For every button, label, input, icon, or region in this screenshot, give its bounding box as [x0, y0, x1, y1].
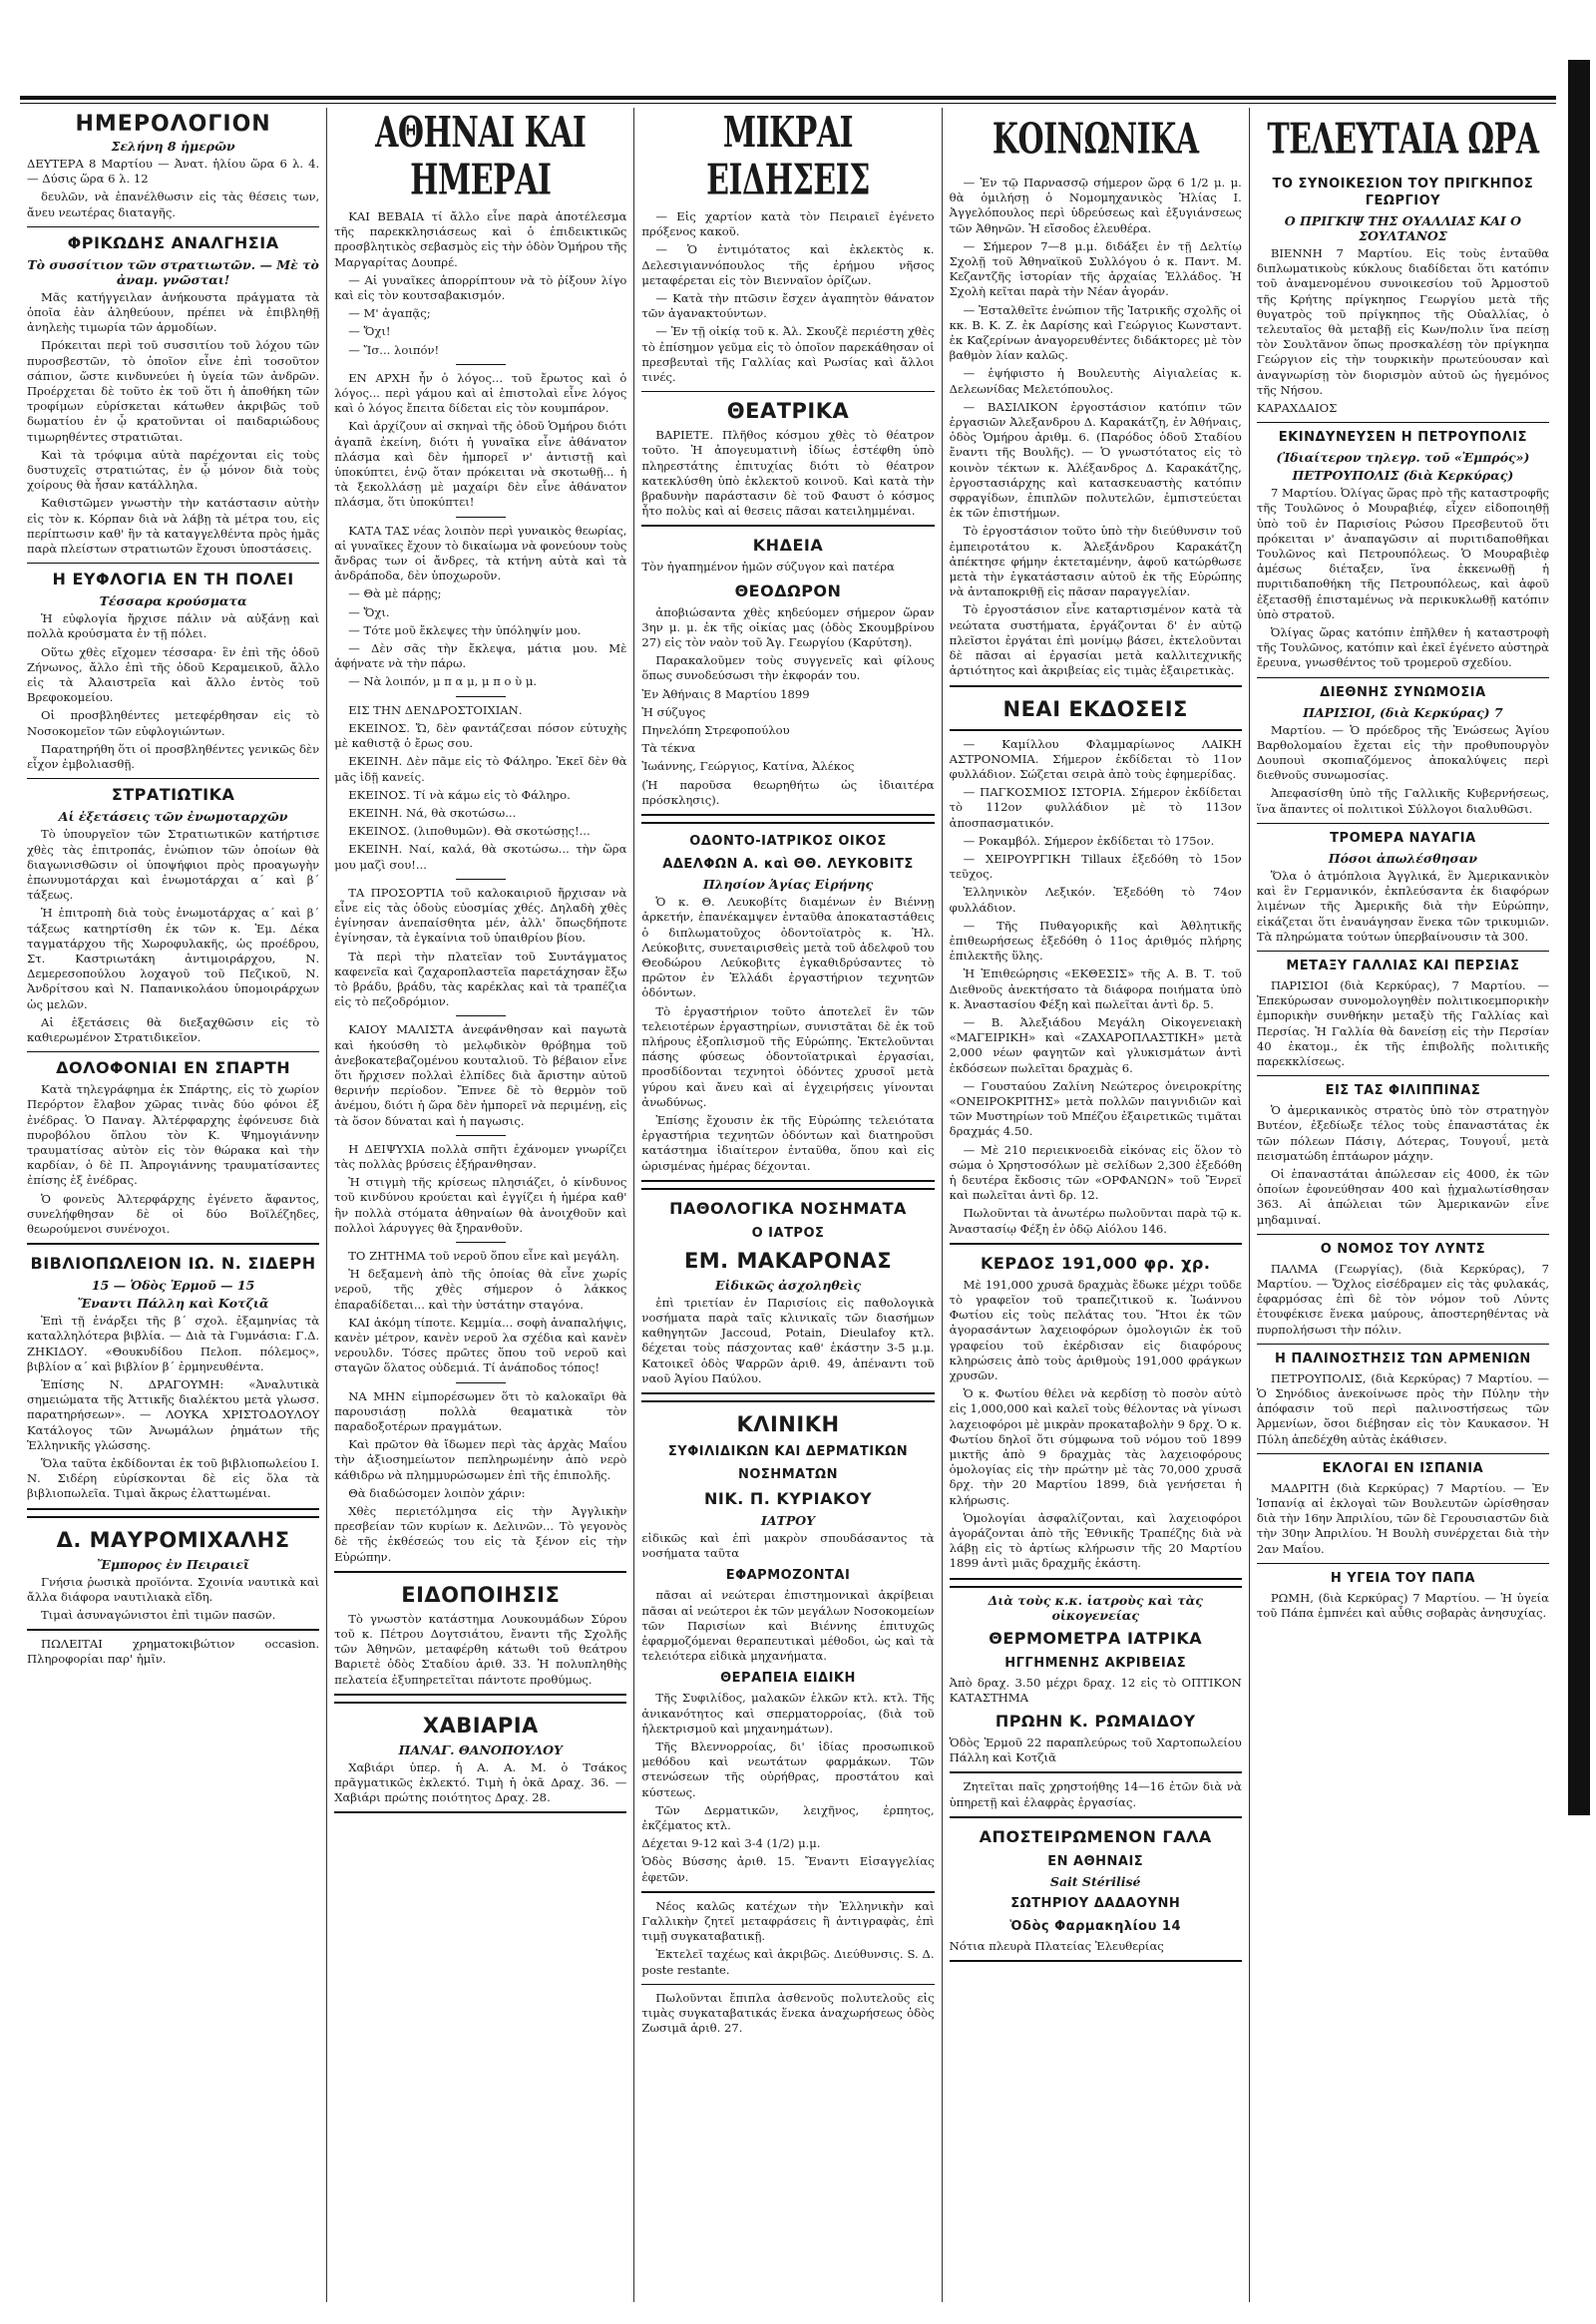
divider [1257, 1563, 1549, 1564]
ad-subheading: ΗΓΓΗΜΕΝΗΣ ΑΚΡΙΒΕΙΑΣ [1004, 1655, 1187, 1671]
paragraph: ΜΑΔΡΙΤΗ (διὰ Κερκύρας) 7 Μαρτίου. — Ἐν Ἱσπανίᾳ αἱ ἐκλογαὶ τῶν Βουλευτῶν ὡρίσθησαν διὰ τὴν 16ην Ἀπριλίου, τῶν δὲ Γερουσιαστῶν διὰ τὴν 30ην Ἀπριλίου. Ἡ Βουλὴ συνέρχεται διὰ τὴν 2αν Μαΐου. [1256, 1480, 1550, 1556]
paragraph: Ἐπίσης ἔχουσιν ἐκ τῆς Εὐρώπης τελειότατα ἐργαστήρια τεχνητῶν ὀδόντων καὶ διατηροῦσι κατάστημα ἰδιαίτερον ἐνταῦθα, ὅπου καὶ εἰς ὡρισμένας ἡμέρας δέχονται. [641, 1112, 935, 1173]
divider [456, 517, 506, 518]
paragraph: ΠΑΡΙΣΙΟΙ (διὰ Κερκύρας), 7 Μαρτίου. — Ἐπεκύρωσαν συνομολογηθὲν πολιτικοεμπορικὴν ἐμπορικὴν συνθήκην μεταξὺ τῆς Γαλλίας καὶ Περσίας. Ἡ Γαλλία θὰ δανείσῃ εἰς τὴν Περσίαν 40 ἑκατομ., ἐκ τῆς ἐπιβολῆς πολιτικῆς παρεκκλίσεως. [1256, 977, 1550, 1068]
article-subheading: Τέσσαρα κρούσματα [99, 593, 247, 609]
paragraph: Θὰ διαδώσομεν λοιπὸν χάριν: [348, 1485, 526, 1500]
paragraph: Οἱ προσβληθέντες μετεφέρθησαν εἰς τὸ Νοσοκομεῖον τῶν εὐφλογιώντων. [27, 708, 320, 738]
news-item: — ἐψήφιστο ἡ Βουλευτὴς Αἰγιαλείας κ. Δελεωνίδας Μελετόπουλος. [949, 366, 1242, 396]
divider [456, 364, 506, 365]
divider [456, 1135, 506, 1136]
paragraph: Καὶ τὰ τρόφιμα αὐτὰ παρέχονται εἰς τοὺς δυστυχεῖς στρατιώτας, ἐν ᾧ μόνον διὰ τοὺς χοίρους θὰ ἦσαν κατάλληλα. [27, 447, 320, 493]
article-subheading: ΠΕΤΡΟΥΠΟΛΙΣ (διὰ Κερκύρας) [1292, 468, 1514, 484]
paragraph: Ὁδὸς Βύσσης ἀριθ. 15. Ἔναντι Εἰσαγγελίας ἐφετῶν. [641, 1854, 935, 1884]
ad-name: ΣΩΤΗΡΙΟΥ ΔΑΔΑΟΥΝΗ [1010, 1895, 1181, 1911]
paragraph: Τιμαὶ ἀσυναγώνιστοι ἐπὶ τιμῶν πασῶν. [41, 1608, 276, 1623]
paragraph: Ὁ φονεὺς Ἀλτερφάρχης ἐγένετο ἄφαντος, συνελήφθησαν δὲ οἱ δύο Βοϊλέζηδες, θεωρούμενοι συνένοχοι. [27, 1191, 320, 1236]
paragraph: Ὅλα ὁ ἀτμόπλοια Ἀγγλικά, ἓν Ἀμερικανικὸν καὶ ἓν Γερμανικόν, ἐκπλεύσαντα ἐκ διαφόρων λιμένων τῆς Ἀμερικῆς διὰ τὴν Εὐρώπην, εἰκάζεται ὅτι ἐναυάγησαν ἕνεκα τῶν τρικυμιῶν. Τὰ πληρώματα τούτων ὑπερβαίνουσιν τὰ 300. [1256, 868, 1550, 944]
paragraph: Ὀλίγας ὥρας κατόπιν ἐπῆλθεν ἡ καταστροφὴ τῆς Τουλῶνος, κατόπιν καὶ ἐκεῖ ἐγένετο αὐστηρὰ ἔρευνα, γνωσθέντος τοῦ τρομεροῦ σχεδίου. [1256, 625, 1550, 670]
notice-line: Ἰωάννης, Γεώργιος, Κατίνα, Ἀλέκος [641, 759, 855, 774]
news-item: Ἑλληνικὸν Λεξικόν. Ἐξεδόθη τὸ 74ον φυλλάδιον. [949, 885, 1242, 915]
column-5 [1250, 108, 1556, 2302]
dialogue-line: — Δὲν σᾶς τὴν ἔκλεψα, μάτια μου. Μὲ ἀφήνατε νὰ τὴν πάρω. [334, 641, 627, 671]
paragraph: Κατὰ τηλεγράφημα ἐκ Σπάρτης, εἰς τὸ χωρίον Περόρτον ἔλαβον χῶρας τινὰς δύο φόνοι ἐξ ἐνέδρας. Ὁ Παναγ. Ἀλτέρφαρχης ἐφόνευσε διὰ πυροβόλου ὅπλου τὸν Κ. Ψημογιάννην τραυματίσας αὐτὸν εἰς τὸν θώρακα καὶ τὴν καρδίαν, ὁ δὲ Π. Ἀπρογιάννης τραυματίσαντες ἐπίσης ἐξ ἐνέδρας. [27, 1082, 320, 1188]
article-heading: ΤΡΟΜΕΡΑ ΝΑΥΑΓΙΑ [1330, 830, 1476, 846]
divider [456, 879, 506, 880]
article-subheading: Ο ΠΡΙΓΚΙΨ ΤΗΣ ΟΥΑΛΛΙΑΣ ΚΑΙ Ο ΣΟΥΛΤΑΝΟΣ [1284, 213, 1522, 243]
ad-subheading: ΘΕΡΑΠΕΙΑ ΕΙΔΙΚΗ [720, 1671, 856, 1687]
funeral-notice [641, 525, 934, 816]
paragraph: δευλῶν, νὰ ἐπανέλθωσιν εἰς τὰς θέσεις των, ἄνευ νεωτέρας διαταγῆς. [27, 190, 320, 219]
column-1 [20, 108, 327, 2302]
paragraph: Τῆς Συφιλίδος, μαλακῶν ἑλκῶν κτλ. κτλ. Τῆς ἀνικανότητος καὶ σπερματορροίας, (διὰ τοῦ ἠλεκτρισμοῦ καὶ μηχανημάτων). [641, 1691, 935, 1736]
ad-subheading: ΠΑΝΑΓ. ΘΑΝΟΠΟΥΛΟΥ [398, 1742, 563, 1757]
classified-ad: ΠΩΛΕΙΤΑΙ χρηματοκιβώτιον occasion. Πληροφορίαι παρ' ἡμῖν. [27, 1637, 320, 1667]
news-item: — Ὁ ἐντιμότατος καὶ ἐκλεκτὸς κ. Δελεσιγιαννόπουλος τῆς ἐρήμου νῆσος μεταφέρεται εἰς τὸν Βιενναῖον ὁρίζων. [641, 242, 935, 287]
paragraph: ΤΑ ΠΡΟΣΟΡΤΙΑ τοῦ καλοκαιριοῦ ἤρχισαν νὰ εἶνε εἰς τὰς ὁδοὺς εὐοσμίας χθές. Δηλαδὴ χθὲς ἐγίνησαν ἀνεπαίσθητα μέν, ἀλλ' ὅπωςδήποτε ἐγίνησαν, τὰ ἐγκαίνια τοῦ ὑπαιθρίου βίου. [334, 885, 627, 946]
article-heading: ΕΚΙΝΔΥΝΕΥΣΕΝ Η ΠΕΤΡΟΥΠΟΛΙΣ [1278, 430, 1528, 446]
ad-heading: ΠΡΩΗΝ Κ. ΡΩΜΑΙΔΟΥ [995, 1712, 1196, 1732]
paragraph: ΚΑΙ ΒΕΒΑΙΑ τί ἄλλο εἶνε παρὰ ἀποτέλεσμα τῆς παρεκκλησιάσεως καὶ ὁ ἐπιδεικτικῶς προσβλητικὸς σεβασμὸς εἰς τὴν ὁδὸν Ὁμήρου τῆς Μαργαρίτας Δουπρέ. [334, 209, 627, 269]
divider [1257, 1344, 1549, 1345]
paragraph: Ὁ ἀμερικανικὸς στρατὸς ὑπὸ τὸν στρατηγὸν Βυτέον, ἐξεδίωξε τέλος τοὺς ἐπαναστάτας ἐκ τῶν πόλεων Πάσιγ, Δότερας, Τουγουΐ, μετὰ πεισματώδη ἐπτάωρον μάχην. [1256, 1103, 1550, 1163]
almanac-title: ΗΜΕΡΟΛΟΓΙΟΝ [75, 112, 271, 137]
ad-subheading: ΑΔΕΛΦΩΝ Α. καὶ ΘΘ. ΛΕΥΚΟΒΙΤΣ [662, 857, 914, 873]
news-item: — Καμίλλου Φλαμμαρίωνος ΛΑΙΚΗ ΑΣΤΡΟΝΟΜΙΑ. Σήμερον ἐκδίδεται τὸ 11ον φυλλάδιον. Σώζεται σειρὰ ἀπὸ τοὺς ἐφημερίδας. [949, 736, 1242, 781]
ad-bookstore [27, 1243, 319, 1509]
article-heading: ΔΙΕΘΝΗΣ ΣΥΝΩΜΟΣΙΑ [1320, 684, 1486, 700]
almanac-subtitle: Σελήνη 8 ἡμερῶν [111, 139, 235, 154]
divider [27, 226, 319, 227]
paragraph: Καὶ πρῶτον θὰ ἴδωμεν περὶ τὰς ἀρχὰς Μαΐου τὴν ἀξιοσημείωτον πεπληρωμένην ἀπὸ νερὸ κάθιδρω νὰ πλημμυρώσωμεν ἐπὶ τῆς ἐπιπολῆς. [334, 1437, 627, 1482]
news-item: — Εἰς χαρτίον κατὰ τὸν Πειραιεῖ ἐγένετο πρόξενος κακοῦ. [641, 209, 935, 239]
paragraph: Ἡ ἐπιτροπὴ διὰ τοὺς ἐνωμοτάρχας α΄ καὶ β΄ τάξεως κατηρτίσθη ἐκ τῶν κ. Ἐμ. Δέκα ταγματάρχου τῆς Χωροφυλακῆς, ὡς προέδρου, Στ. Καστριωτάκη ἀντιμοιράρχου, Ν. Δεμερεσοπούλου λοχαγοῦ τοῦ Πεζικοῦ, Ν. Ἀνδρίτσου καὶ Ν. Παπανικολάου ὑπομοιράρχων ὡς μελῶν. [27, 906, 320, 1011]
section-title: ΜΙΚΡΑΙ ΕΙΔΗΣΕΙΣ [706, 109, 870, 205]
news-item: — Σήμερον 7—8 μ.μ. διδάξει ἐν τῇ Δελτίῳ Σχολῇ τοῦ Ἀθηναϊκοῦ Συλλόγου ὁ κ. Παντ. Μ. Κεζαντζῆς ἱστορίαν τῆς ἀρχαίας Ἑλλάδος. Ἡ Σχολὴ κεῖται παρὰ τὴν Νέαν ἀγοράν. [949, 238, 1242, 299]
paragraph: ἀποβιώσαντα χθὲς κηδεύομεν σήμερον ὥραν 3ην μ. μ. ἐκ τῆς οἰκίας μας (ὁδὸς Σκουμβρίνου 27) εἰς τὸν ναὸν τοῦ Ἁγ. Γεωργίου (Καρύτση). [641, 604, 935, 650]
ad-heading: ΧΑΒΙΑΡΙΑ [422, 1713, 539, 1738]
divider [1257, 422, 1549, 423]
paragraph: Τὸ ὑπουργεῖον τῶν Στρατιωτικῶν κατήρτισε χθὲς τὰς ἐπιτροπάς, ἐνώπιον τῶν ὁποίων θὰ διαγωνισθῶσιν οἱ ὑποψήφιοι πρὸς προαγωγὴν ἐπωνυμοτάρχαι καὶ ἐνωμοτάρχαι α΄ καὶ β΄ τάξεως. [27, 827, 320, 903]
paragraph: Ἐπίσης Ν. ΔΡΑΓΟΥΜΗ: «Ἀναλυτικὰ σημειώματα τῆς Ἀττικῆς διαλέκτου μετὰ γλωσσ. παρατηρήσεων». — ΛΟΥΚΑ ΧΡΙΣΤΟΔΟΥΛΟΥ Κατάλογος τῶν Ἀνωμάλων ῥημάτων τῆς Ἑλληνικῆς γλώσσης. [27, 1376, 320, 1452]
classified-ad: Πωλοῦνται ἔπιπλα ἀσθενοῦς πολυτελοῦς εἰς τιμὰς συγκαταβατικάς ἕνεκα ἀναχωρήσεως ὁδὸς Ζωσιμᾶ ἀριθ. 27. [641, 1990, 935, 2036]
paragraph: Παρακαλοῦμεν τοὺς συγγενεῖς καὶ φίλους ὅπως συνοδεύσωσι τὴν ἐκφοράν του. [641, 653, 935, 683]
article-heading: Η ΕΥΦΛΟΓΙΑ ΕΝ ΤΗ ΠΟΛΕΙ [52, 570, 294, 589]
paragraph: ΚΑΙΟΥ ΜΑΛΙΣΤΑ ἀνεφάνθησαν καὶ παγωτὰ καὶ ἠκούσθη τὸ μελῳδικὸν θρόβημα τοῦ ἀνεβοκατεβαζομένου κουταλιοῦ. Τὸ βέβαιον εἶνε ὅτι ἤρχισεν πολλαὶ ἐλπίδες διὰ ἄριστην αὐτοῦ θερινήν περίοδον. Ἔπνεε δὲ τὸ θερμὸν τοῦ ἀνέμου, διότι ἡ ὥρα δὲν ἠμπορεῖ νὰ περιμένῃ, εἰς τὰ ὅσον δύναται καὶ ἡ παγωσις. [334, 1022, 627, 1128]
ad-profit [950, 1243, 1242, 1580]
paragraph: 7 Μαρτίου. Ὀλίγας ὥρας πρὸ τῆς καταστροφῆς τῆς Τουλῶνος ὁ Μουραβιέφ, εἶχεν εἰδοποιηθῇ ὑπὸ τοῦ ἐν Παρισίοις Ρώσου Πρεσβευτοῦ ὅτι πρόκειται ν' ἀναπαγῶσιν αἱ πυριτιδαποθῆκαι Τουλῶνος καὶ Πετρουπόλεως. Ὁ Μουραβιὲφ ἀμέσως διέταξεν, ἵνα ἐκκενωθῇ ἡ πυριτιδαποθήκη τῆς Πετρουπόλεως, καὶ ἀφοῦ ἐξετασθῇ ἐπισταμένως νὰ περικυκλωθῇ κατόπιν ὑπὸ στρατοῦ. [1256, 486, 1550, 621]
paragraph: Τῆς Βλεννορροίας, δι' ἰδίας προσωπικοῦ μεθόδου καὶ νεωτάτων φαρμάκων. Τῶν στενώσεων τῆς οὐρήθρας, προστάτου καὶ κύστεως. [641, 1740, 935, 1799]
article-heading: ΣΤΡΑΤΙΩΤΙΚΑ [111, 785, 235, 805]
paragraph: Μαρτίου. — Ὁ πρόεδρος τῆς Ἑνώσεως Ἁγίου Βαρθολομαίου ἔχεται εἰς τὴν προθυπουργὸν Δουπουὶ σκοπιαζόμενος ἀποκαλύψεις περὶ διεθνοῦς συνωμοσίας. [1256, 722, 1550, 783]
paragraph: Οἱ ἐπαναστάται ἀπώλεσαν εἰς 4000, ἐκ τῶν ὁποίων ἐφονεύθησαν 400 καὶ ᾐχμαλωτίσθησαν 363. Αἱ ἀπώλειαι τῶν Ἀμερικανῶν εἶνε μηδαμιναί. [1256, 1166, 1550, 1227]
dialogue-line: — Αἱ γυναῖκες ἀπορρίπτουν νὰ τὸ ῥίξουν λίγο καὶ εἰς τὸν κουτσαβακισμόν. [334, 272, 627, 303]
divider [27, 563, 319, 564]
news-item: — Κατὰ τὴν πτῶσιν ἔσχεν ἀγαπητὸν θάνατον τῶν ἀγανακτούντων. [641, 291, 935, 321]
ad-subheading: Ἔμπορος ἐν Πειραιεῖ [97, 1556, 249, 1572]
new-publications [950, 685, 1242, 731]
paragraph: Ἀπεφασίσθη ὑπὸ τῆς Γαλλικῆς Κυβερνήσεως, ἵνα ἅπαντες οἱ πολιτικοὶ Σύλλογοι διαλυθῶσι. [1256, 786, 1550, 816]
paragraph: Οὕτω χθὲς εἴχομεν τέσσαρα· ἓν ἐπὶ τῆς ὁδοῦ Ζήνωνος, ἄλλο ἐπὶ τῆς ὁδοῦ Κεραμεικοῦ, ἄλλο εἰς τὰ Ἀλαιστρεῖα καὶ ἄλλο ἐντὸς τοῦ Βρεφοκομείου. [27, 644, 320, 705]
dialogue-line: ΕΚΕΙΝΗ. Ναί, καλά, θὰ σκοτώσω... τὴν ὥρα μου μαζὶ σου!... [334, 842, 627, 872]
newspaper-page [20, 108, 1556, 2302]
news-item: — Β. Ἀλεξιάδου Μεγάλη Οἰκογενειακὴ «ΜΑΓΕΙΡΙΚΗ» καὶ «ΖΑΧΑΡΟΠΛΑΣΤΙΚΗ» μετὰ 2,000 νέων φαγητῶν καὶ γλυκισμάτων ἀντὶ ἐκδόσεων πωλεῖται δραχμὰς 6. [949, 1014, 1242, 1075]
paragraph: Ὅλα ταῦτα ἐκδίδονται ἐκ τοῦ βιβλιοπωλείου Ι. Ν. Σιδέρη εὑρίσκονται δὲ εἰς ὅλα τὰ βιβλιοπωλεῖα. Τιμαὶ ἄκρως ἐλαττωμέναι. [27, 1456, 320, 1501]
article-heading: ΘΕΑΤΡΙΚΑ [726, 399, 850, 424]
paragraph: ΒΙΕΝΝΗ 7 Μαρτίου. Εἰς τοὺς ἐνταῦθα διπλωματικοὺς κύκλους διαδίδεται ὅτι κατόπιν τοῦ ἀναμενομένου συνοικεσίου τοῦ Ἁρμοστοῦ τῆς Κρήτης πρίγκηπος Γεωργίου μετὰ τῆς θυγατρὸς τοῦ πρίγκηπος τῆς Οὐαλλίας, ὁ τελευταῖος θὰ μεταβῇ εἰς Κων/πολιν ἵνα πείσῃ τὸν Σουλτᾶνον ὅπως προσκαλέσῃ τὸν πρίγκηπα Γεώργιον εἰς τὴν τουρκικὴν πρωτεύουσαν καὶ ἀναγνωρίσῃ τὸν διορισμὸν αὐτοῦ ὡς ἡγεμόνος τῆς Νήσου. [1256, 246, 1550, 397]
divider [1257, 1453, 1549, 1454]
ad-subheading: ΝΟΣΗΜΑΤΩΝ [738, 1466, 838, 1482]
classified-ad: Ζητεῖται παῖς χρηστοήθης 14—16 ἐτῶν διὰ νὰ ὑπηρετῇ καὶ ἐλαφρὰς ἐργασίας. [949, 1779, 1242, 1809]
news-item: — Ἐν τῷ Παρνασσῷ σήμερον ὥρᾳ 6 1/2 μ. μ. θὰ ὁμιλήσῃ ὁ Νομομηχανικὸς Ἠλίας Ι. Ἀγγελόπουλος περὶ ὑδρεύσεως καὶ ἐξυγιάνσεως τῶν Ἀθηνῶν. Ἡ εἴσοδος ἐλευθέρα. [949, 176, 1242, 235]
header-rule-thin [20, 103, 1556, 104]
ad-address: Ὁδὸς Φαρμακηλίου 14 [1009, 1918, 1182, 1934]
news-item: Ἡ Ἐπιθεώρησις «ΕΚΘΕΣΙΣ» τῆς Α. Β. Τ. τοῦ Διεθνοῦς ἀνεκτήσατο τὰ διάφορα ποιήματα ὑπὸ κ. Ἀναστασίου Φέξη καὶ πωλεῖται ἀντὶ δρ. 5. [949, 967, 1242, 1011]
paragraph: Καθιστῶμεν γνωστὴν τὴν κατάστασιν αὐτὴν εἰς τὸν κ. Κόρπαν διὰ νὰ λάβῃ τὰ μέτρα του, εἰς περίπτωσιν καθ' ἣν τὰ καταγγελθέντα πρὸς ἡμᾶς παρὰ πλείστων στρατιωτῶν ἔχουσι ὑποστάσεις. [27, 496, 320, 557]
notice-line: Τὰ τέκνα [641, 741, 696, 756]
divider [456, 1015, 506, 1016]
paragraph: Ὁ κ. Θ. Λευκοβίτς διαμένων ἐν Βιέννῃ ἀρκετήν, ἐπανέκαμψεν ἐνταῦθα ἀποκαταστάθεις ὁ διπλωματοῦχος ὀδοντοϊατρὸς κ. Ἠλ. Λεύκοβιτς, συνεταιρισθεὶς μετὰ τοῦ ἀδελφοῦ του Θεοδώρου Λεύκοβιτς ἐγκαθιδρύσαντες τὸ πρῶτον ἐν Ἑλλάδι ἐργαστήριον τεχνητῶν ὀδόντων. [641, 895, 935, 1000]
paragraph: ΠΑΛΜΑ (Γεωργίας), (διὰ Κερκύρας), 7 Μαρτίου. — Ὄχλος εἰσέδραμεν εἰς τὰς φυλακάς, ἐφαρμόσας ἐπὶ δὲ τὸν νόμον τοῦ Λύντς ἐτουφέκισε ἕνεκα μαύρους, ἀποστερηθέντας νὰ πυρπολήσωσι τὴν πόλιν. [1256, 1261, 1550, 1337]
paragraph: πᾶσαι αἱ νεώτεραι ἐπιστημονικαὶ ἀκρίβειαι πᾶσαι αἱ νεώτεροι ἐκ τῶν μεγάλων Νοσοκομείων τῶν Παρισίων καὶ Βιέννης ἐπιτυχῶς ἐφαρμοζόμεναι θεραπευτικαὶ μέθοδοι, ὡς καὶ τὰ τελειότερα εἰδικὰ μηχανήματα. [641, 1588, 935, 1664]
ad-pathology [641, 1188, 934, 1394]
paragraph: Ἡ στιγμὴ τῆς κρίσεως πλησιάζει, ὁ κίνδυνος τοῦ κινδύνου κρούεται καὶ ἐγγίζει ἡ ἡμέρα καθ' ἣν πολλὰ στόματα ἀθηναίων θὰ ἀνοιχθοῦν καὶ πολλοὶ λάρυγγες θὰ ξηρανθοῦν. [334, 1175, 627, 1235]
paragraph: Πρόκειται περὶ τοῦ συσσιτίου τοῦ λόχου τῶν πυροσβεστῶν, τὸ ὁποῖον εἶνε ἐπὶ τοσοῦτον σάπιον, ὥστε κινδυνεύει ἡ ὑγεία τῶν ἀνδρῶν. Προέρχεται δὲ τοῦτο ἐκ τοῦ ὅτι ἡ ἀποθήκη τῶν τροφίμων εὑρίσκεται κάτωθεν ἀκριβῶς τοῦ δωματίου ἐν ᾧ κρατοῦνται οἱ παιδαριώδους τιμωρηθέντες στρατιῶται. [27, 338, 320, 444]
paragraph: Μᾶς κατήγγειλαν ἀνήκουστα πράγματα τὰ ὁποῖα ἐὰν ἀληθεύουν, πρέπει νὰ ἐπιβληθῇ ἀνηλεὴς τιμωρία τῶν ἁρμοδίων. [27, 289, 320, 335]
notice-line: Ἐν Ἀθήναις 8 Μαρτίου 1899 [641, 686, 810, 701]
news-item: — Ἐν τῇ οἰκίᾳ τοῦ κ. Ἀλ. Σκουζὲ περιέστη χθὲς τὸ ἐπίσημον γεῦμα εἰς τὸ ὁποῖον παρεκάθησαν οἱ πρεσβευταὶ τῆς Γαλλίας καὶ Ρωσίας καὶ ἄλλοι τινές. [641, 324, 935, 385]
article-heading: ΕΚΛΟΓΑΙ ΕΝ ΙΣΠΑΝΙΑ [1322, 1460, 1484, 1476]
dialogue-line: — Τότε μοῦ ἔκλεψες τὴν ὑπόληψίν μου. [348, 622, 582, 637]
paragraph: Τὰ περὶ τὴν πλατεῖαν τοῦ Συντάγματος καφενεῖα καὶ ζαχαροπλαστεῖα παρετάχησαν ἔξω τὸ βράδυ, βράδυ, τὰς καρέκλας καὶ τὰ τραπέζια εἰς τὸ πεζοδρόμιον. [334, 949, 627, 1009]
news-item: — Γουσταύου Ζαλίνη Νεώτερος ὀνειροκρίτης «ΟΝΕΙΡΟΚΡΙΤΗΣ» μετὰ πολλῶν παιγνιδιῶν καὶ τῶν Μυστηρίων τοῦ Μπέζου ἐξαιρετικῶς τιμᾶται δραχμάς 4.50. [949, 1078, 1242, 1139]
dialogue-line: — Νὰ λοιπόν, μ π α μ, μ π ο ὺ μ. [348, 674, 538, 689]
ad-subheading: Sait Stérilisé [1049, 1873, 1141, 1889]
news-item: — Ἐσταλθεῖτε ἐνώπιον τῆς Ἰατρικῆς σχολῆς οἱ κκ. Β. Κ. Ζ. ἐκ Δαρίσης καὶ Γεώργιος Κωνσταντ. ἐκ Καζερίνων ἀναγορευθέντες διδάκτορες μὲ τὸν βαθμὸν λίαν καλῶς. [949, 302, 1242, 363]
ad-heading: ΚΛΙΝΙΚΗ [736, 1411, 840, 1436]
news-item: Πωλοῦνται τὰ ἀνωτέρω πωλοῦνται παρὰ τῷ κ. Ἀναστασίῳ Φέξη ἐν ὁδῷ Αἰόλου 146. [949, 1206, 1242, 1236]
ad-subheading: ΣΥΦΙΛΙΔΙΚΩΝ ΚΑΙ ΔΕΡΜΑΤΙΚΩΝ [667, 1443, 909, 1459]
paragraph: Ὁμολογίαι ἀσφαλίζονται, καὶ λαχειοφόροι ἀγοράζονται ἀπὸ τῆς Ἐθνικῆς Τραπέζης διὰ νὰ λάβῃ εἰς τὸ ἀρτίως κλήρωσιν τῆς 20 Μαρτίου 1899 ἀντὶ μιᾶς δραχμῆς ἑκάστη. [949, 1510, 1242, 1571]
ad-heading: Δ. ΜΑΥΡΟΜΙΧΑΛΗΣ [56, 1527, 290, 1552]
paragraph: Γνήσια ῥωσικὰ προϊόντα. Σχοινία ναυτικὰ καὶ ἄλλα διάφορα ναυτιλιακὰ εἴδη. [27, 1574, 320, 1604]
paragraph: Παρατηρήθη ὅτι οἱ προσβληθέντες γενικῶς δὲν εἶχον ἐμβολιασθῇ. [27, 741, 320, 772]
paragraph: Ὁδὸς Ἑρμοῦ 22 παραπλεύρως τοῦ Χαρτοπωλείου Πάλλη καὶ Κοτζιᾶ [949, 1736, 1242, 1765]
dialogue-line: ΕΚΕΙΝΟΣ. Ὤ, δὲν φαντάζεσαι πόσον εὐτυχὴς μὲ καθιστᾷ ὁ ἔρως σου. [334, 720, 627, 751]
paragraph: Ὁ κ. Φωτίου θέλει νὰ κερδίσῃ τὸ ποσὸν αὐτὸ εἰς 1,000,000 καὶ καλεῖ τοὺς θέλοντας νὰ γίνωσι λαχειοφόροι μὲ μικρὰν προκαταβολὴν 9 δρχ. Ὁ κ. Φωτίου δηλοῖ ὅτι σύμφωνα τοῦ νόμου τοῦ 1899 μικτῆς ἀπὸ 9 δραχμὰς τὰς λαχειοφόρους ὁμολογίας εἰς τὴν πρώτην μὲ τὰς 70,000 χρυσᾶ δρχ. τὴν 20 Μαρτίου 1899, διὰ γενήσεται ἡ κλήρωσις. [949, 1386, 1242, 1507]
notice-line: (Ἡ παροῦσα θεωρηθήτω ὡς ἰδιαιτέρα πρόσκλησις). [641, 777, 935, 807]
divider [1257, 951, 1549, 952]
divider [456, 1382, 506, 1383]
paragraph: Χαβιάρι ὑπερ. ἡ Α. Α. Μ. ὁ Τσάκος πρᾶγματικῶς ἐκλεκτό. Τιμὴ ἡ ὀκᾶ Δραχ. 36. — Χαβιάρι πρώτης ποιότητος Δραχ. 28. [334, 1759, 627, 1805]
article-heading: ΝΕΑΙ ΕΚΔΟΣΕΙΣ [1002, 696, 1188, 721]
article-heading: ΔΟΛΟΦΟΝΙΑΙ ΕΝ ΣΠΑΡΤΗ [56, 1058, 291, 1078]
column-3 [634, 108, 942, 2302]
divider [1257, 677, 1549, 678]
news-item: — ΠΑΓΚΟΣΜΙΟΣ ΙΣΤΟΡΙΑ. Σήμερον ἐκδίδεται τὸ 112ον φυλλάδιον μὲ τὸ 113ον ἀποσπασματικόν. [949, 785, 1242, 830]
doctor-name: ΝΙΚ. Π. ΚΥΡΙΑΚΟΥ [703, 1488, 873, 1508]
divider [641, 391, 934, 392]
divider [1257, 823, 1549, 824]
ad-dental [641, 822, 934, 1182]
dialogue-line: — Ὄχι! [348, 324, 391, 339]
ad-heading: ΒΙΒΛΙΟΠΩΛΕΙΟΝ ΙΩ. Ν. ΣΙΔΕΡΗ [30, 1254, 316, 1274]
ad-heading: ΕΙΔΟΠΟΙΗΣΙΣ [401, 1582, 561, 1607]
notice-line: Τὸν ἡγαπημένον ἡμῶν σύζυγον καὶ πατέρα [641, 560, 895, 575]
article-subheading: Πόσοι ἀπωλέσθησαν [1328, 850, 1478, 866]
classified-ad: Ἐκτελεῖ ταχέως καὶ ἀκριβῶς. Διεύθυνσις. S. Δ. poste restante. [641, 1947, 935, 1977]
ad-subheading: ΕΝ ΑΘΗΝΑΙΣ [1047, 1853, 1144, 1869]
section-title: ΚΟΙΝΩΝΙΚΑ [992, 115, 1199, 165]
notice-line: Ἡ σύζυγος [641, 704, 706, 719]
paragraph: Δέχεται 9-12 καὶ 3-4 (1/2) μ.μ. [641, 1836, 821, 1851]
ad-address: Ἔναντι Πάλλη καὶ Κοτζιᾶ [77, 1296, 269, 1312]
article-heading: ΤΟ ΣΥΝΟΙΚΕΣΙΟΝ ΤΟΥ ΠΡΙΓΚΗΠΟΣ ΓΕΩΡΓΙΟΥ [1272, 177, 1534, 208]
divider [456, 1242, 506, 1243]
paragraph: ἐπὶ τριετίαν ἐν Παρισίοις εἰς παθολογικὰ νοσήματα παρὰ ταῖς κλινικαῖς τῶν διασήμων καθηγητῶν Jaccoud, Potain, Dieulafoy κτλ. δέχεται τοὺς πάσχοντας καθ' ἑκάστην 3-5 μ.μ. Κατοικεῖ ὁδὸς Ψαρρῶν ἀριθ. 49, ἀπέναντι τοῦ ναοῦ Ἁγίου Παύλου. [641, 1295, 935, 1385]
news-item: — Μὲ 210 περιεικνοειδὰ εἰκόνας εἰς ὅλον τὸ σώμα ὁ Χρηστοσόλων μὲ σελίδων 2,300 ἐξεδόθη ἡ δευτέρα ἔκδοσις τῶν «ΟΡΦΑΝΩΝ» τοῦ Ἔνρεϊ καὶ πωλεῖται ἀντὶ δρ. 12. [949, 1142, 1242, 1203]
notice-line: Πηνελόπη Στρεφοπούλου [641, 723, 790, 738]
article-heading: Ο ΝΟΜΟΣ ΤΟΥ ΛΥΝΤΣ [1320, 1241, 1486, 1257]
paragraph: ΡΩΜΗ, (διὰ Κερκύρας) 7 Μαρτίου. — Ἡ ὑγεία τοῦ Πάπα ἐμπνέει καὶ αὖθις σοβαρὰς ἀνησυχίας. [1256, 1590, 1550, 1620]
paragraph: ΤΟ ΖΗΤΗΜΑ τοῦ νεροῦ ὅπου εἶνε καὶ μεγάλη. [348, 1248, 619, 1263]
paragraph: Καὶ ἀρχίζουν αἱ σκηναὶ τῆς ὁδοῦ Ὁμήρου διότι ἀγαπᾶ ἐκείνη, διότι ἡ γυναῖκα εἶνε ἀθάνατον πλάσμα καὶ δὲν ἠμπορεῖ ν' ἀντιστῇ καὶ ὑποκύπτει, ἐνῷ ὅταν πρόκειται νὰ σκοτωθῇ... ἡ τὰ ξεκολλάσῃ μὲ μαχαίρι δὲν εἶνε ἀθάνατον πλάσμα, ὅτι ὑποκύπτει! [334, 419, 627, 510]
paragraph: Η ΔΕΙΨΥΧΙΑ πολλὰ σπῆτι ἐχάνομεν γνωρίζει τὰς πολλὰς βρύσεις ἐξήρανθησαν. [334, 1141, 627, 1171]
paragraph: Τῶν Δερματικῶν, λειχῆνος, ἐρπητος, ἐκζέματος κτλ. [641, 1802, 935, 1833]
ad-heading: ΑΠΟΣΤΕΙΡΩΜΕΝΟΝ ΓΑΛΑ [979, 1826, 1212, 1846]
ad-milk [950, 1816, 1242, 1962]
dialogue-line: ΕΚΕΙΝΗ. Νά, θὰ σκοτώσω... [348, 805, 517, 820]
dialogue-line: ΕΚΕΙΝΗ. Δὲν πᾶμε εἰς τὸ Φάληρο. Ἐκεῖ δὲν θὰ μᾶς ἰδῇ κανείς. [334, 754, 627, 784]
article-heading: Η ΠΑΛΙΝΟΣΤΗΣΙΣ ΤΩΝ ΑΡΜΕΝΙΩΝ [1275, 1351, 1531, 1366]
article-subheading: (Ἰδιαίτερον τηλεγρ. τοῦ «Ἐμπρός») [1276, 450, 1530, 466]
paragraph: εἰδικῶς καὶ ἐπὶ μακρὸν σπουδάσαντος τὰ νοσήματα ταῦτα [641, 1530, 935, 1561]
deceased-name: ΘΕΟΔΩΡΟΝ [734, 581, 842, 600]
ad-address: Πλησίον Ἁγίας Εἰρήνης [702, 877, 874, 893]
header-rule-thick [20, 96, 1556, 100]
dialogue-line: — Μ' ἀγαπᾷς; [348, 306, 431, 321]
divider [641, 1984, 934, 1985]
column-4 [943, 108, 1250, 2302]
dialogue-line: — Θὰ μὲ πάρῃς; [348, 586, 442, 601]
news-item: — Ροκαμβόλ. Σήμερον ἐκδίδεται τὸ 175ον. [963, 833, 1215, 848]
paragraph: Ἡ εὐφλογία ἤρχισε πάλιν νὰ αὐξάνῃ καὶ πολλὰ κρούσματα ἐν τῇ πόλει. [27, 611, 320, 641]
article-heading: Η ΥΓΕΙΑ ΤΟΥ ΠΑΠΑ [1330, 1570, 1475, 1586]
divider [27, 778, 319, 779]
paragraph: Ἐπὶ τῇ ἐνάρξει τῆς β΄ σχολ. ἐξαμηνίας τὰ καταλληλότερα βιβλία. — Διὰ τὰ Γυμνάσια: Γ.Δ. ΖΗΚΙΔΟΥ. «Θουκυδίδου Πελοπ. πόλεμος», βιβλίον α΄ καὶ βιβλίον β΄ ἐρμηνευθέντα. [27, 1314, 320, 1373]
ad-subheading: Ο ΙΑΤΡΟΣ [751, 1225, 825, 1241]
almanac-date: ΔΕΥΤΕΡΑ 8 Μαρτίου — Ἀνατ. ἡλίου ὥρα 6 λ. 4. — Δύσις ὥρα 6 λ. 12 [27, 157, 320, 187]
paragraph: Ἀπὸ δραχ. 3.50 μέχρι δραχ. 12 εἰς τὸ ΟΠΤΙΚΟΝ ΚΑΤΑΣΤΗΜΑ [949, 1675, 1242, 1705]
paragraph: Τὸ γνωστὸν κατάστημα Λουκουμάδων Σύρου τοῦ κ. Πέτρου Δογτσιάτου, ἔναντι τῆς Σχολῆς τῶν Ἀθηνῶν, μεταφέρθη κάτωθι τοῦ θεάτρου Βαριετὲ ὁδὸς Σταδίου ἀριθ. 33. Ἡ πολυπληθὴς πελατεία ἐξυπηρετεῖται πάντοτε προθύμως. [334, 1611, 627, 1687]
article-subheading: Τὸ συσσίτιον τῶν στρατιωτῶν. — Μὲ τὸ ἀναμ. γνῶσται! [27, 256, 319, 287]
dialogue-line: — Ὄχι. [348, 604, 390, 619]
ad-heading: ΠΑΘΟΛΟΓΙΚΑ ΝΟΣΗΜΑΤΑ [669, 1198, 907, 1218]
ad-caviar [334, 1702, 626, 1814]
news-item: Τὸ ἐργοστάσιον εἶνε καταρτισμένον κατὰ τὰ νεώτατα συστήματα, ἐργάζονται δ' ἐν αὐτῷ πλεῖστοι ἐργάται ἐπὶ μονίμῳ βάσει, ἐκτελοῦνται δὲ πᾶσαι αἱ ἐργασίαι μετὰ καλλιτεχνικῆς ἀρτιότητος καὶ ἀκριβείας εἰς τιμὰς ἐξαιρετικὰς. [949, 602, 1242, 678]
dialogue-line: — Ἴσ... λοιπόν! [348, 342, 440, 357]
notice-heading: ΚΗΔΕΙΑ [752, 536, 824, 556]
ad-subheading: ΕΦΑΡΜΟΖΟΝΤΑΙ [725, 1568, 851, 1584]
column-2 [327, 108, 634, 2302]
paragraph: Αἱ ἐξετάσεις θὰ διεξαχθῶσιν εἰς τὸ καθιερωμένον Στρατιδικεῖον. [27, 1014, 320, 1044]
article-subheading: Αἱ ἐξετάσεις τῶν ἐνωμοταρχῶν [58, 809, 288, 825]
section-title: ΤΕΛΕΥΤΑΙΑ ΩΡΑ [1267, 115, 1539, 165]
paragraph: Τὸ ἐργαστήριον τοῦτο ἀποτελεῖ ἓν τῶν τελειοτέρων ἐργαστηρίων, συνιστᾶται δὲ ἐκ τοῦ πλήρους ἐξοπλισμοῦ τῆς Εὐρώπης. Ἐκτελοῦνται πάσης φύσεως ὀδοντοϊατρικαὶ ἐργασίαι, προσδίδονται τεχνητοὶ ὀδόντες χρυσοῖ μετὰ γύρου καὶ ἄνευ καὶ αἱ ἐγχειρήσεις γίνονται ἀνωδύνως. [641, 1003, 935, 1109]
signature: ΚΑΡΑΧΔΑΙΟΣ [1256, 401, 1338, 416]
paragraph: ΝΑ ΜΗΝ εἰμπορέσωμεν ὅτι τὸ καλοκαῖρι θὰ παρουσιάσῃ πολλὰ θεαματικὰ τὸν παραδοξοτέρων πραγμάτων. [334, 1388, 627, 1434]
paragraph: Μὲ 191,000 χρυσᾶ δραχμὰς ἔδωκε μέχρι τοῦδε τὸ γραφεῖον τοῦ τραπεζιτικοῦ κ. Ἰωάννου Φωτίου εἰς τοὺς πελάτας του. Ἤτοι ἐκ τῶν ἀγορασάντων λαχειοφόρων ὁμολογιῶν ἐκ τοῦ γραφείου τοῦ ἐκέρδισαν εἰς διαφόρους κληρώσεις ἀπὸ τοὺς ἀριθμοὺς 191,000 φράγκων χρυσῶν. [949, 1277, 1242, 1383]
paragraph: ΕΙΣ ΤΗΝ ΔΕΝΔΡΟΣΤΟΙΧΙΑΝ. [348, 702, 523, 717]
ad-subheading: Διὰ τοὺς κ.κ. ἰατροὺς καὶ τὰς οἰκογενείας [988, 1592, 1203, 1623]
doctor-name: ΕΜ. ΜΑΚΑΡΟΝΑΣ [683, 1248, 893, 1273]
paragraph: ΕΝ ΑΡΧΗ ἦν ὁ λόγος... τοῦ ἔρωτος καὶ ὁ λόγος... περὶ γάμου καὶ αἱ ἐπιστολαὶ εἶνε λόγος καὶ ὁ λόγος ἔπειτα δίδεται εἰς τὸν κουμπάρον. [334, 370, 627, 416]
ad-merchant [27, 1516, 319, 1632]
doctor-role: ΙΑΤΡΟΥ [760, 1512, 816, 1528]
paragraph: ΚΑΙ ἀκόμη τίποτε. Κεμμία... σοφὴ ἀναπαλήψις, κανὲν μέτρον, κανὲν νεροῦ λα σχέδια καὶ κανὲν νερουλδν. Τόσες πρῶτες ὅπου τοῦ νεροῦ καὶ σταγῶν ὅλατος οὐδεμιά. Τί ἀνάποδος τόπος! [334, 1315, 627, 1375]
paragraph: ΠΕΤΡΟΥΠΟΛΙΣ, (διὰ Κερκύρας) 7 Μαρτίου. — Ὁ Σηνόδιος ἀνεκοίνωσε πρὸς τὴν Πύλην τὴν ἀπόφασιν τοῦ περὶ παλινοστήσεως τῶν Ἀρμενίων, ὅσοι διέβησαν εἰς τὸν Καυκασον. Ἡ Πύλη ἀπεδέχθη αὐτὰς ἐκάθισεν. [1256, 1370, 1550, 1446]
ad-thermometers [950, 1586, 1242, 1774]
dialogue-line: ΕΚΕΙΝΟΣ. Τί νὰ κάμω εἰς τὸ Φάληρο. [348, 787, 571, 802]
dialogue-line: ΕΚΕΙΝΟΣ. (λιποθυμῶν). Θὰ σκοτώσῃς!... [348, 824, 591, 839]
divider [27, 1051, 319, 1052]
news-item: — Τῆς Πυθαγορικῆς καὶ Ἀθλητικῆς ἐπιθεωρήσεως ἐξεδόθη ὁ 11ος ἀριθμός πλήρης ἐπιλεκτῆς ὕλης. [949, 918, 1242, 964]
ad-heading: ΚΕΡΔΟΣ 191,000 φρ. χρ. [980, 1253, 1211, 1273]
article-heading: ΜΕΤΑΞΥ ΓΑΛΛΙΑΣ ΚΑΙ ΠΕΡΣΙΑΣ [1286, 958, 1520, 973]
news-item: Τὸ ἐργοστάσιον τοῦτο ὑπὸ τὴν διεύθυνσιν τοῦ ἐμπειροτάτου κ. Ἀλεξάνδρου Καρακάτζη ἀπέκτησε φήμην ἐκτεταμένην, ἀφοῦ κατώρθωσε μετὰ τὴν ἐγκατάστασιν αὐτοῦ ἐκ τῆς Εὐρώπης νὰ ἀνταποκριθῇ εἰς πᾶσαν παραγγελίαν. [949, 524, 1242, 599]
ad-heading: ΘΕΡΜΟΜΕΤΡΑ ΙΑΤΡΙΚΑ [989, 1628, 1203, 1648]
divider [1257, 1075, 1549, 1076]
scan-edge-bar [1568, 60, 1590, 1815]
news-item: — ΧΕΙΡΟΥΡΓΙΚΗ Tillaux ἐξεδόθη τὸ 15ον τεῦχος. [949, 851, 1242, 882]
ad-subheading: 15 — Ὁδὸς Ἑρμοῦ — 15 [91, 1278, 255, 1294]
paragraph: Νότια πλευρὰ Πλατείας Ἐλευθερίας [949, 1938, 1164, 1953]
classified-ad: Νέος καλῶς κατέχων τὴν Ἑλληνικὴν καὶ Γαλλικὴν ζητεῖ μεταφράσεις ἢ ἀντιγραφὰς, ἐπὶ τιμῇ συγκαταβατικῇ. [641, 1898, 935, 1944]
divider [456, 696, 506, 697]
news-item: — ΒΑΣΙΛΙΚΟΝ ἐργοστάσιον κατόπιν τῶν ἐργασιῶν Ἀλεξανδρου Δ. Καρακάτζη, ἐν Ἀθήναις, ὁδὸς Ὁμήρου ἀριθμ. 6. (Παρόδος ὁδοῦ Σταδίου ἔναντι τῆς Βουλῆς). — Ὁ γνωστότατος εἰς τὸ κοινὸν τέκτων κ. Ἀλέξανδρος Δ. Καρακάτζης, ἐργοστασιάρχης καὶ κατασκευαστὴς κατόπιν σφραγίδων, ἐπιπλῶν πολυτελῶν, ἐμπιστεύεται ἐκ τῶν ἐπιστήμων. [949, 399, 1242, 521]
article-heading: ΕΙΣ ΤΑΣ ΦΙΛΙΠΠΙΝΑΣ [1325, 1083, 1481, 1099]
ad-heading: ΟΔΟΝΤΟ-ΙΑΤΡΙΚΟΣ ΟΙΚΟΣ [689, 834, 887, 850]
ad-notice [334, 1571, 626, 1696]
article-subheading: ΠΑΡΙΣΙΟΙ, (διὰ Κερκύρας) 7 [1303, 704, 1503, 720]
paragraph: Ἡ δεξαμενὴ ἀπὸ τῆς ὁποίας θὰ εἶνε χωρίς νεροῦ, τῆς χθὲς σήμερον ὁ λάκκος ἐπαραδίδεται... καὶ τὴν ὑστάτην σταγόνα. [334, 1267, 627, 1312]
section-title: ΑΘΗΝΑΙ ΚΑΙ ΗΜΕΡΑΙ [375, 109, 587, 205]
article-heading: ΦΡΙΚΩΔΗΣ ΑΝΑΛΓΗΣΙΑ [67, 232, 279, 252]
paragraph: ΒΑΡΙΕΤΕ. Πλῆθος κόσμου χθὲς τὸ θέατρον τοῦτο. Ἡ ἀπογευματινὴ ἰδίως ἐστέφθη ὑπὸ πληρεστάτης ἐπιτυχίας διότι τὸ θέατρον κατεκλύσθη ὑπὸ ἐκλεκτοῦ κοινοῦ. Καὶ κατὰ τὴν βραδυνὴν παράστασιν δὲ τοῦ Φαυστ ὁ κόσμος ἦτο πολὺς καὶ αἱ θεσεις πᾶσαι κατειλημμέναι. [641, 428, 935, 519]
paragraph: ΚΑΤΑ ΤΑΣ νέας λοιπὸν περὶ γυναικὸς θεωρίας, αἱ γυναῖκες ἔχουν τὸ δικαίωμα νὰ φονεύουν τοὺς ἄνδρας των οἱ ἄνδρες, τὰ κτήνη αὐτὰ καὶ τὰ ἀνδράποδα, δὲν ὑποχωροῦν. [334, 523, 627, 583]
divider [1257, 1234, 1549, 1235]
ad-subheading: Εἰδικῶς ἀσχοληθεὶς [714, 1277, 862, 1293]
ad-clinic [641, 1400, 934, 1893]
paragraph: Χθὲς περιετόλμησα εἰς τὴν Ἀγγλικὴν πρεσβείαν τῶν κυρίων κ. Δελινῶν... Τὸ γεγονὸς δὲ τῆς ἐκθέσεώς του εἰς τὰ ξένον εἰς τὴν Εὐρώπην. [334, 1504, 627, 1564]
